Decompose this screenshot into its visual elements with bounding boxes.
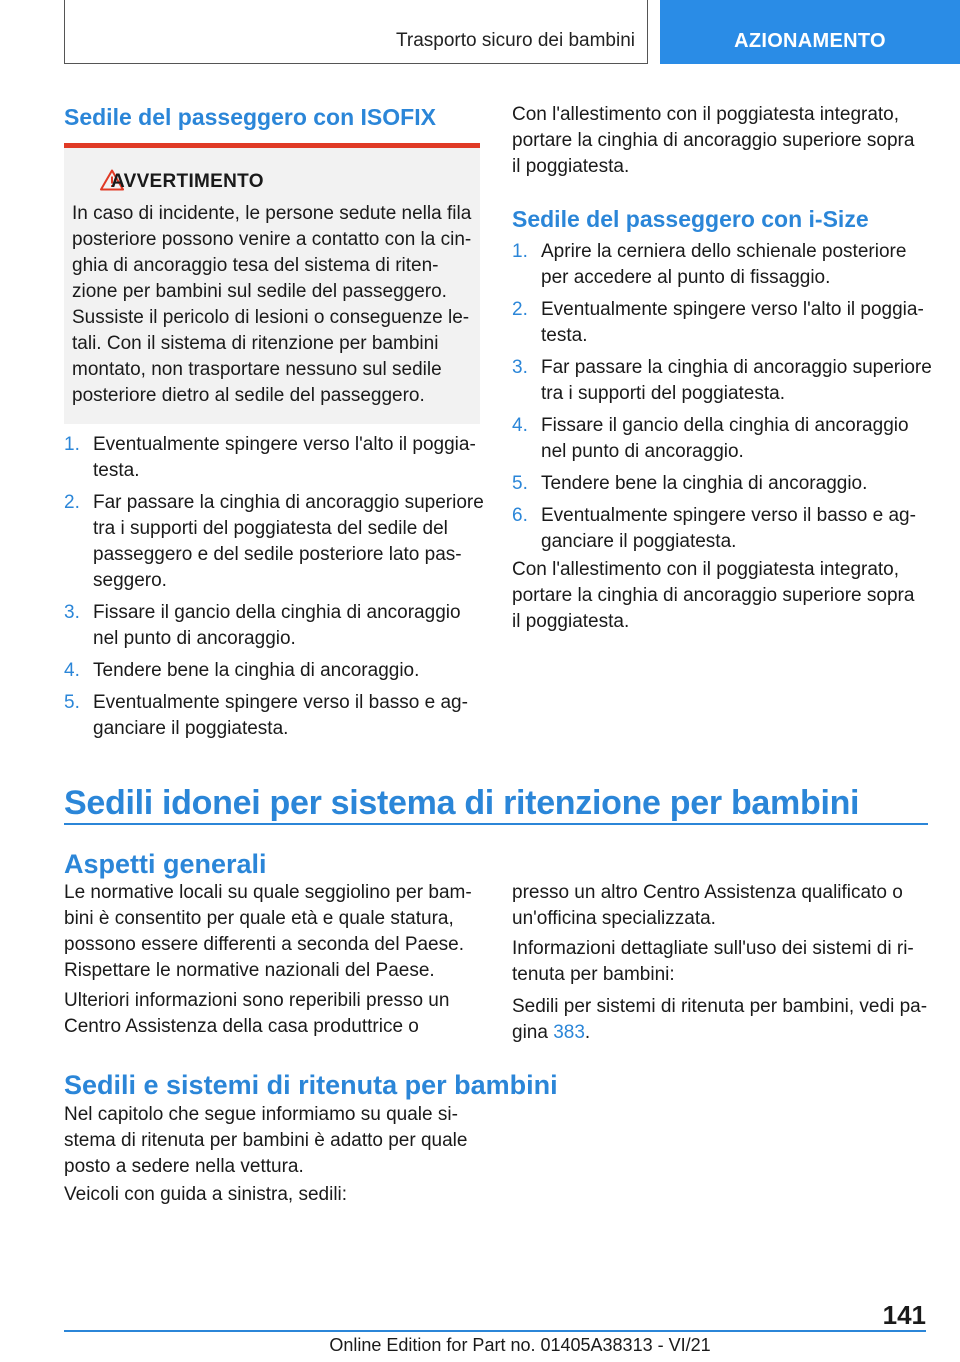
section-heading: Sedili idonei per sistema di ritenzione per bambini	[64, 784, 860, 822]
warning-bar	[64, 143, 480, 148]
list-item: 5. Eventualmente spingere verso il basso e ag-ganciare il poggiatesta.	[64, 692, 468, 739]
isofix-note: Con l'allestimento con il poggiatesta integrato, portare la cinghia di ancoraggio superiore sopra il poggiatesta.	[512, 104, 915, 177]
list-item: 2. Far passare la cinghia di ancoraggio superiore tra i supporti del poggiatesta del sedile del passeggero e del sedile posteriore lato pas-seggero.	[64, 492, 484, 591]
list-item: 4. Fissare il gancio della cinghia di ancoraggio nel punto di ancoraggio.	[512, 415, 909, 462]
list-item: 2. Eventualmente spingere verso l'alto il poggia-testa.	[512, 299, 924, 346]
section-divider	[64, 823, 928, 825]
page-number: 141	[882, 1300, 926, 1330]
general-paragraph-3: presso un altro Centro Assistenza qualificato o un'officina specializzata.	[512, 882, 903, 929]
warning-text: In caso di incidente, le persone sedute nella fila posteriore possono venire a contatto con la cin-ghia di ancoraggio tesa del sistema di riten-zione per bambini sul sedile del passeggero. Sussiste il pericolo di lesioni o conseguenze le-tali. Con il sistema di ritenzione per bambini montato, non trasportare nessuno sul sedile posteriore dietro al sedile del passeggero.	[72, 203, 472, 406]
general-paragraph-1: Le normative locali su quale seggiolino per bam-bini è consentito per quale età e quale statura, possono essere differenti a seconda del Paese. Rispettare le normative nazionali del Paese.	[64, 882, 472, 981]
chapter-label: AZIONAMENTO	[734, 30, 886, 52]
warning-title: AVVERTIMENTO	[111, 171, 264, 192]
chapter-tab[interactable]	[660, 0, 960, 64]
page-reference-link[interactable]: 383	[553, 1022, 585, 1043]
isofix-steps	[64, 432, 484, 748]
footer-divider	[64, 1330, 926, 1332]
systems-paragraph-2: Veicoli con guida a sinistra, sedili:	[64, 1184, 348, 1205]
list-item: 4. Tendere bene la cinghia di ancoraggio.	[64, 660, 420, 681]
warning-box	[64, 143, 480, 424]
general-paragraph-2: Ulteriori informazioni sono reperibili presso un Centro Assistenza della casa produttrice o	[64, 990, 450, 1037]
isofix-heading: Sedile del passeggero con ISOFIX	[64, 104, 436, 130]
isize-heading: Sedile del passeggero con i-Size	[512, 206, 869, 232]
isize-steps	[512, 239, 932, 561]
general-paragraph-5: Sedili per sistemi di ritenuta per bambini, vedi pa-gina 383.	[512, 996, 928, 1043]
footer-edition: Online Edition for Part no. 01405A38313 - VI/21	[329, 1335, 711, 1355]
list-item: 3. Fissare il gancio della cinghia di ancoraggio nel punto di ancoraggio.	[64, 602, 461, 649]
list-item: 6. Eventualmente spingere verso il basso e ag-ganciare il poggiatesta.	[512, 505, 916, 552]
systems-paragraph-1: Nel capitolo che segue informiamo su quale si-stema di ritenuta per bambini è adatto per quale posto a sedere nella vettura.	[64, 1104, 468, 1177]
general-heading: Aspetti generali	[64, 849, 267, 879]
header-section-box	[64, 0, 648, 64]
list-item: 3. Far passare la cinghia di ancoraggio superiore tra i supporti del poggiatesta.	[512, 357, 932, 404]
systems-heading: Sedili e sistemi di ritenuta per bambini	[64, 1070, 558, 1100]
section-title: Trasporto sicuro dei bambini	[395, 30, 635, 51]
general-paragraph-4: Informazioni dettagliate sull'uso dei sistemi di ri-tenuta per bambini:	[512, 938, 914, 985]
list-item: 1. Aprire la cerniera dello schienale posteriore per accedere al punto di fissaggio.	[512, 241, 907, 288]
list-item: 1. Eventualmente spingere verso l'alto il poggia-testa.	[64, 434, 476, 481]
isize-note: Con l'allestimento con il poggiatesta integrato, portare la cinghia di ancoraggio superiore sopra il poggiatesta.	[512, 559, 915, 632]
list-item: 5. Tendere bene la cinghia di ancoraggio.	[512, 473, 868, 494]
